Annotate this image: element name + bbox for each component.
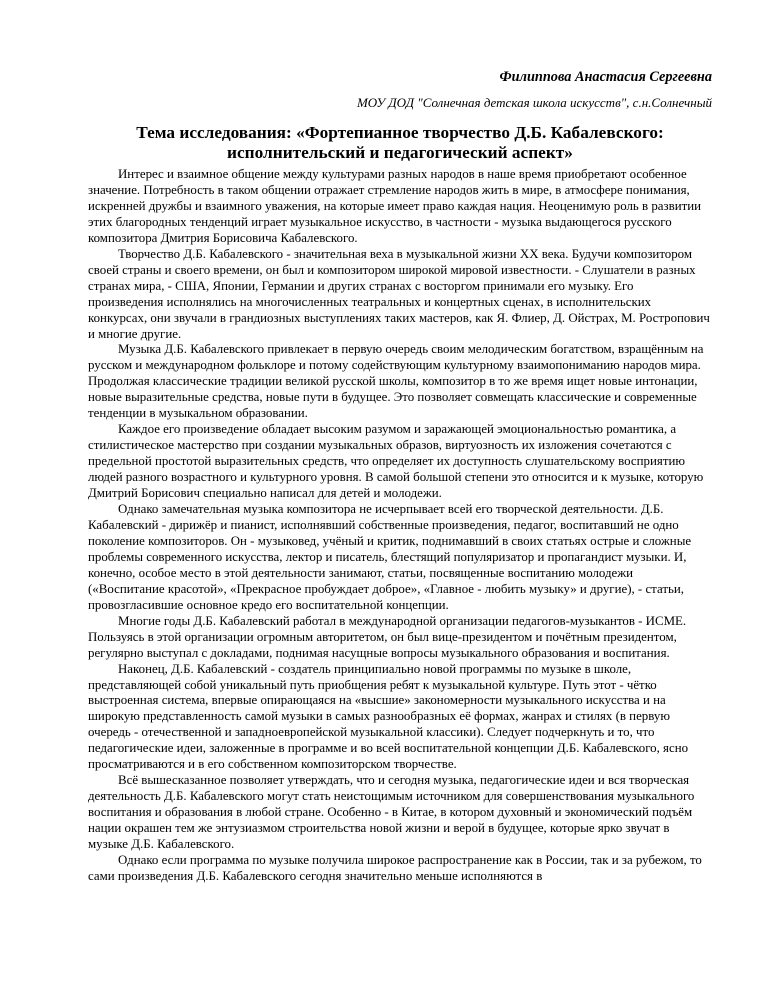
author-affiliation: МОУ ДОД "Солнечная детская школа искусств", с.н.Солнечный xyxy=(356,95,712,110)
paragraph: Однако замечательная музыка композитора не исчерпывает всей его творческой деятельности. Д.Б. Кабалевский - дирижёр и пианист, исполнявший собственные произведения, педагог, воспитавший не одно поколение композиторов. Он - музыковед, учёный и критик, поднимавший в своих статьях острые и сложные проблемы современного искусства, лектор и писатель, блестящий популяризатор и пропагандист музыки. И, конечно, особое место в этой деятельности занимают, статьи, посвященные воспитанию молодежи («Воспитание красотой», «Прекрасное пробуждает доброе», «Главное - любить музыку» и другие), - статьи, провозгласившие основное кредо его воспитательной концепции. xyxy=(88,502,692,612)
paragraph: Интерес и взаимное общение между культурами разных народов в наше время приобретают особенное значение. Потребность в таком общении отражает стремление народов жить в мире, в атмосфере понимания, искренней дружбы и взаимного уважения, на которые имеет право каждая нация. Неоценимую роль в развитии этих благородных тенденций играет музыкальное искусство, в частности - музыка выдающегося русского композитора Дмитрия Борисовича Кабалевского. xyxy=(88,167,702,245)
document-body xyxy=(88,167,712,885)
paragraph: Всё вышесказанное позволяет утверждать, что и сегодня музыка, педагогические идеи и вся творческая деятельность Д.Б. Кабалевского могут стать неистощимым источником для совершенствования музыкального воспитания и образования в любой стране. Особенно - в Китае, в котором духовный и экономический подъём нации окрашен тем же энтузиазмом строительства новой жизни и верой в будущее, которые ярко звучат в музыке Д.Б. Кабалевского. xyxy=(88,773,695,852)
paragraph: Наконец, Д.Б. Кабалевский - создатель принципиально новой программы по музыке в школе, представляющей собой уникальный путь приобщения ребят к музыкальной культуре. Путь этот - чётко выстроенная система, впервые опирающаяся на «высшие» закономерности музыкального искусства и на широкую представленность самой музыки в самых разнообразных её формах, жанрах и стилях (в первую очередь - отечественной и западноевропейской музыкальной классики). Следует подчеркнуть и то, что педагогические идеи, заложенные в программе и во всей воспитательной концепции Д.Б. Кабалевского, ясно просматриваются и в его собственном композиторском творчестве. xyxy=(88,661,689,772)
paragraph: Многие годы Д.Б. Кабалевский работал в международной организации педагогов-музыкантов - ИСМЕ. Пользуясь в этой организации огромным авторитетом, он был вице-президентом и почётным президентом, регулярно выступал с докладами, поднимая насущные вопросы музыкального образования и воспитания. xyxy=(88,613,687,660)
document-title: Тема исследования: «Фортепианное творчество Д.Б. Кабалевского: исполнительский и педагогический аспект» xyxy=(136,123,664,162)
author-name: Филиппова Анастасия Сергеевна xyxy=(499,69,712,85)
paragraph: Музыка Д.Б. Кабалевского привлекает в первую очередь своим мелодическим богатством, взращённым на русском и международном фольклоре и потому содействующим культурному взаимопониманию народов мира. Продолжая классические традиции великой русской школы, композитор в то же время ищет новые интонации, новые выразительные средства, новые пути в будущее. Это позволяет совмещать классические и современные тенденции в музыкальном образовании. xyxy=(88,342,704,421)
paragraph: Творчество Д.Б. Кабалевского - значительная веха в музыкальной жизни XX века. Будучи композитором своей страны и своего времени, он был и композитором широкой мировой известности. - Слушатели в разных странах мира, - США, Японии, Германии и других странах с восторгом принимали его музыку. Его произведения исполнялись на многочисленных театральных и концертных сценах, в исполнительских конкурсах, они звучали в грандиозных выступлениях таких мастеров, как Я. Флиер, Д. Ойстрах, М. Ростропович и многие другие. xyxy=(88,246,710,341)
paragraph: Однако если программа по музыке получила широкое распространение как в России, так и за рубежом, то сами произведения Д.Б. Кабалевского сегодня значительно меньше исполняются в xyxy=(88,852,702,883)
document-page xyxy=(88,68,712,885)
paragraph: Каждое его произведение обладает высоким разумом и заражающей эмоциональностью романтика, а стилистическое мастерство при создании музыкальных образов, виртуозность их изложения сочетаются с предельной простотой выразительных средств, что определяет их доступность слушательскому восприятию людей разного возрастного и культурного уровня. В самой большой степени это относится и к музыке, которую Дмитрий Борисович специально написал для детей и молодежи. xyxy=(88,422,704,501)
